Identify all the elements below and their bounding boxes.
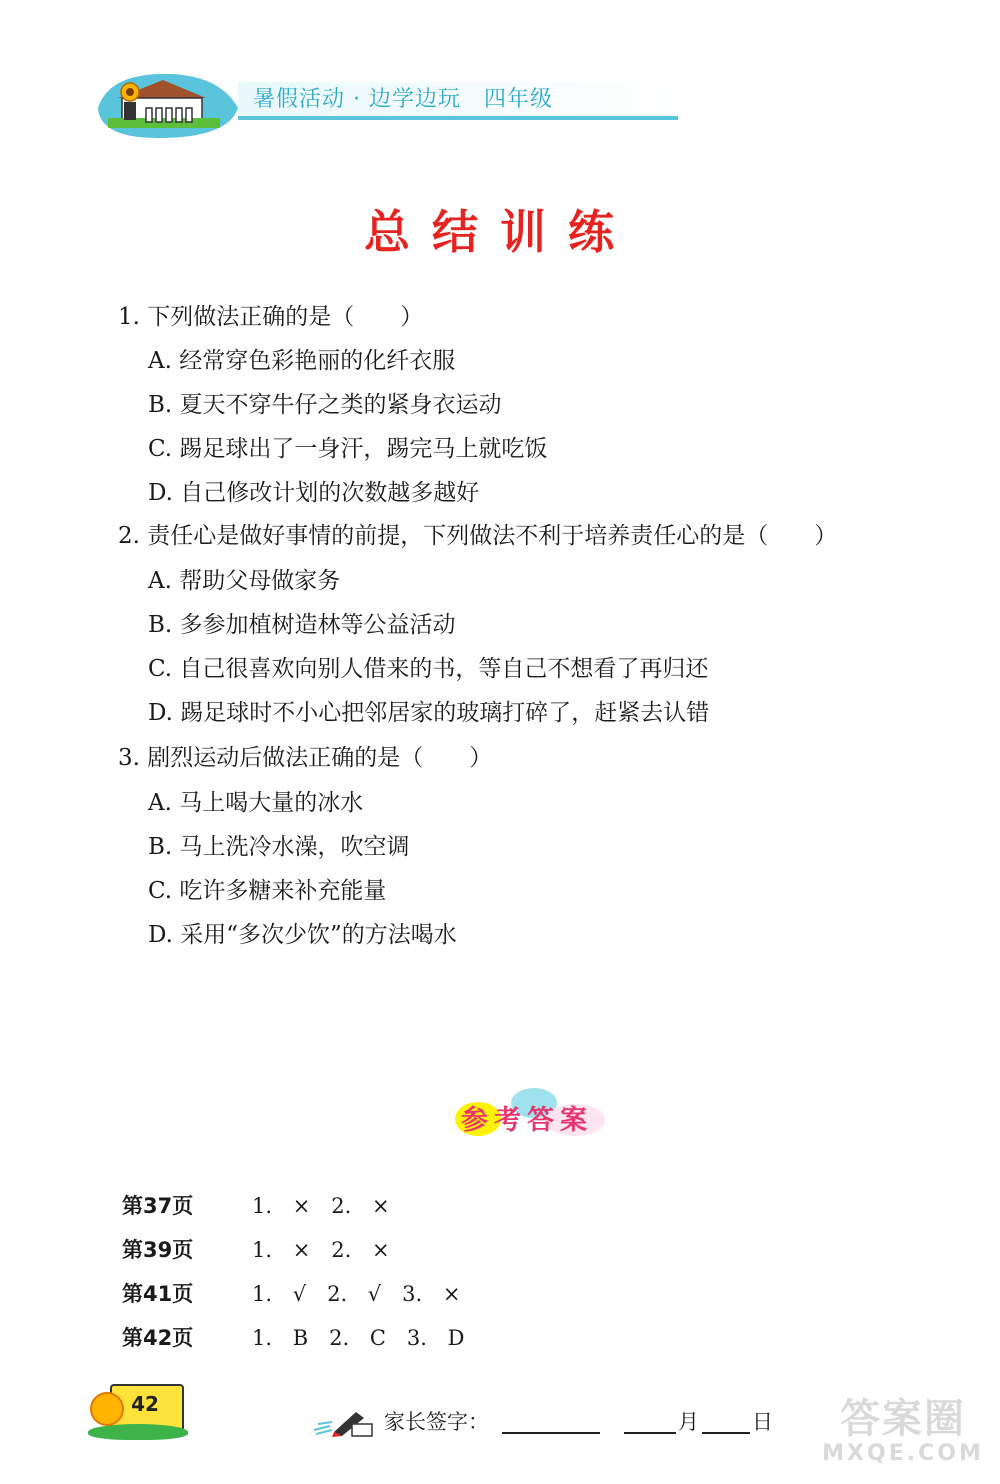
answer-row-value: 1. × 2. × bbox=[252, 1238, 390, 1262]
question-3-stem: 3. 剧烈运动后做法正确的是（ ） bbox=[118, 745, 493, 771]
answer-row-value: 1. B 2. C 3. D bbox=[252, 1326, 465, 1350]
banner-text: 暑假活动 · 边学边玩 四年级 bbox=[253, 87, 553, 112]
answer-section-title bbox=[455, 1092, 615, 1140]
watermark-logo bbox=[818, 1396, 988, 1476]
pen-writing-icon bbox=[312, 1404, 374, 1438]
question-1-option-c: C. 踢足球出了一身汗，踢完马上就吃饭 bbox=[148, 436, 548, 462]
question-1-stem: 1. 下列做法正确的是（ ） bbox=[118, 304, 424, 330]
grass-icon bbox=[88, 1424, 188, 1440]
house-garden-icon bbox=[88, 68, 238, 140]
month-line[interactable] bbox=[624, 1432, 676, 1434]
answer-row-value: 1. √ 2. √ 3. × bbox=[252, 1282, 461, 1306]
signature-line[interactable] bbox=[502, 1432, 600, 1434]
page-title: 总结训练 bbox=[364, 205, 636, 259]
question-2-option-c: C. 自己很喜欢向别人借来的书，等自己不想看了再归还 bbox=[148, 656, 709, 682]
question-3-option-a: A. 马上喝大量的冰水 bbox=[148, 790, 364, 816]
question-2-stem: 2. 责任心是做好事情的前提，下列做法不利于培养责任心的是（ ） bbox=[118, 523, 838, 549]
answer-row-value: 1. × 2. × bbox=[252, 1194, 390, 1218]
watermark-line1: 答案圈 bbox=[840, 1396, 966, 1442]
question-2-option-a: A. 帮助父母做家务 bbox=[148, 568, 341, 594]
month-label: 月 bbox=[678, 1410, 699, 1434]
day-label: 日 bbox=[752, 1410, 773, 1434]
watermark-line2: MXQE.COM bbox=[822, 1441, 984, 1466]
day-line[interactable] bbox=[702, 1432, 750, 1434]
sunflower-icon bbox=[90, 1392, 124, 1426]
question-3-option-b: B. 马上洗冷水澡，吹空调 bbox=[148, 834, 410, 860]
answer-row-page: 第41页 bbox=[122, 1282, 194, 1306]
answer-title-text: 参考答案 bbox=[461, 1105, 593, 1136]
question-3-option-c: C. 吃许多糖来补充能量 bbox=[148, 878, 387, 904]
page-number-badge bbox=[88, 1378, 188, 1442]
answer-row-page: 第39页 bbox=[122, 1238, 194, 1262]
answer-row-page: 第37页 bbox=[122, 1194, 194, 1218]
question-3-option-d: D. 采用“多次少饮”的方法喝水 bbox=[148, 922, 457, 948]
parent-signature bbox=[312, 1404, 782, 1438]
answer-row-page: 第42页 bbox=[122, 1326, 194, 1350]
parent-sign-label: 家长签字： bbox=[384, 1410, 489, 1434]
question-1-option-b: B. 夏天不穿牛仔之类的紧身衣运动 bbox=[148, 392, 502, 418]
question-2-option-d: D. 踢足球时不小心把邻居家的玻璃打碎了，赶紧去认错 bbox=[148, 700, 710, 726]
question-1-option-d: D. 自己修改计划的次数越多越好 bbox=[148, 480, 480, 506]
page-number: 42 bbox=[131, 1392, 159, 1416]
question-1-option-a: A. 经常穿色彩艳丽的化纤衣服 bbox=[148, 348, 456, 374]
header-banner bbox=[88, 68, 588, 140]
question-2-option-b: B. 多参加植树造林等公益活动 bbox=[148, 612, 456, 638]
